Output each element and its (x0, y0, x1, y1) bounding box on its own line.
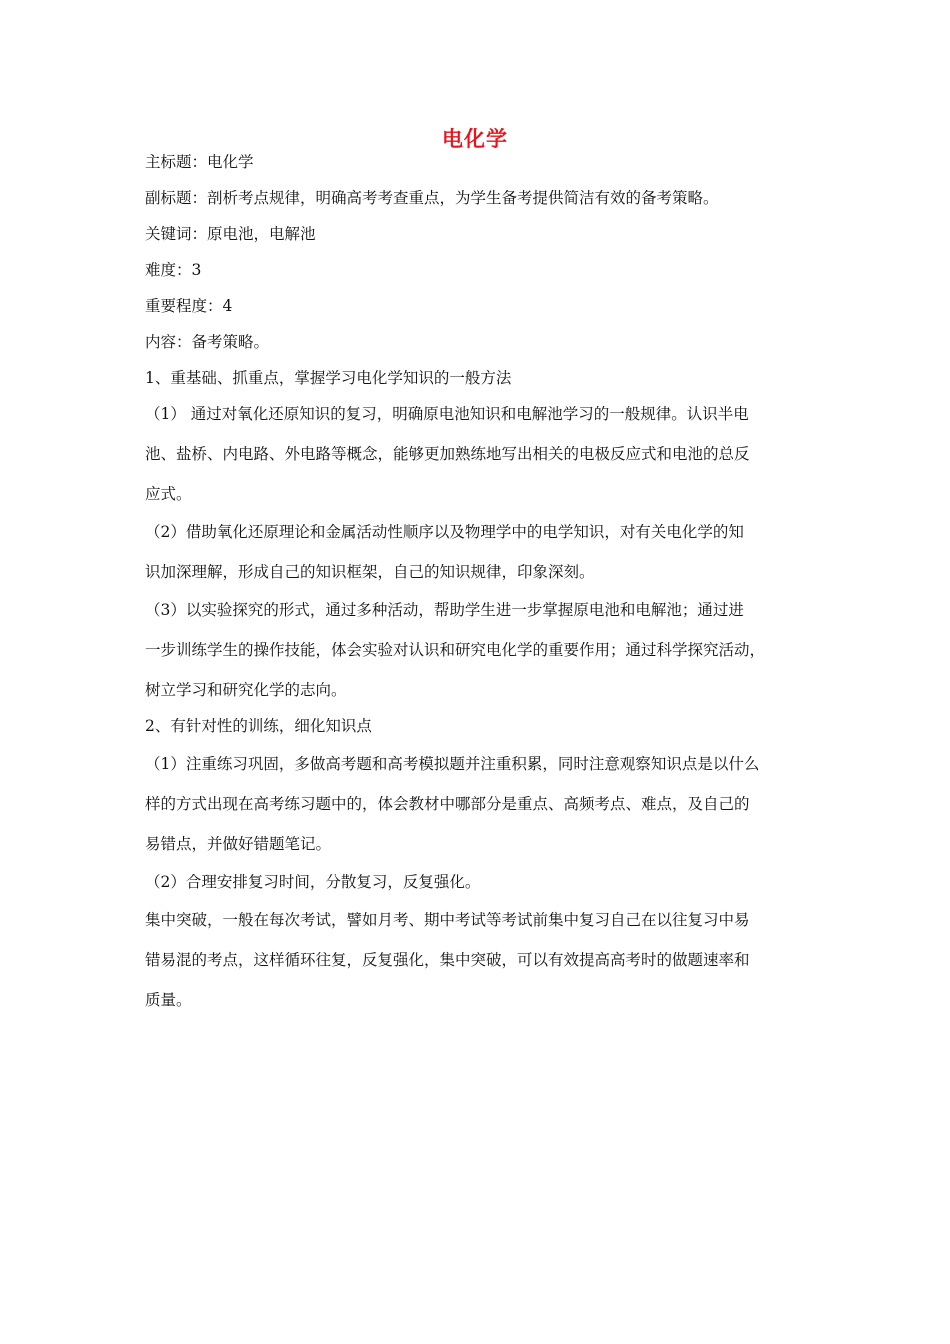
section1-item3-line: 树立学习和研究化学的志向。 (145, 681, 347, 699)
subtitle-line: 副标题：剖析考点规律，明确高考考查重点，为学生备考提供简洁有效的备考策略。 (145, 189, 719, 207)
section2-paragraph-line: 错易混的考点，这样循环往复，反复强化，集中突破，可以有效提高高考时的做题速率和 (145, 951, 750, 969)
section2-item1-line: （1）注重练习巩固，多做高考题和高考模拟题并注重积累，同时注意观察知识点是以什么 (145, 755, 760, 773)
section2-heading: 2、有针对性的训练，细化知识点 (145, 717, 372, 735)
section2-paragraph-line: 集中突破，一般在每次考试，譬如月考、期中考试等考试前集中复习自己在以往复习中易 (145, 911, 750, 929)
section1-item1-line: 应式。 (145, 485, 192, 503)
content-line: 内容：备考策略。 (145, 333, 270, 351)
section1-item1-line: 池、盐桥、内电路、外电路等概念，能够更加熟练地写出相关的电极反应式和电池的总反 (145, 445, 750, 463)
keywords-line: 关键词：原电池，电解池 (145, 225, 316, 243)
section2-item1-line: 样的方式出现在高考练习题中的，体会教材中哪部分是重点、高频考点、难点，及自己的 (145, 795, 750, 813)
section1-item1-line: （1） 通过对氧化还原知识的复习，明确原电池知识和电解池学习的一般规律。认识半电 (145, 405, 749, 423)
importance-line: 重要程度：4 (145, 297, 233, 315)
section1-item3-line: （3）以实验探究的形式，通过多种活动，帮助学生进一步掌握原电池和电解池；通过进 (145, 601, 744, 619)
section1-item2-line: 识加深理解，形成自己的知识框架，自己的知识规律，印象深刻。 (145, 563, 595, 581)
section1-heading: 1、重基础、抓重点，掌握学习电化学知识的一般方法 (145, 369, 512, 387)
section2-item2-line: （2）合理安排复习时间，分散复习，反复强化。 (145, 873, 481, 891)
main-title-line: 主标题：电化学 (145, 153, 254, 171)
document-title: 电化学 (442, 127, 508, 151)
section1-item2-line: （2）借助氧化还原理论和金属活动性顺序以及物理学中的电学知识，对有关电化学的知 (145, 523, 744, 541)
section2-paragraph-line: 质量。 (145, 991, 192, 1009)
difficulty-line: 难度：3 (145, 261, 202, 279)
section1-item3-line: 一步训练学生的操作技能，体会实验对认识和研究电化学的重要作用；通过科学探究活动， (145, 641, 766, 659)
section2-item1-line: 易错点，并做好错题笔记。 (145, 835, 332, 853)
